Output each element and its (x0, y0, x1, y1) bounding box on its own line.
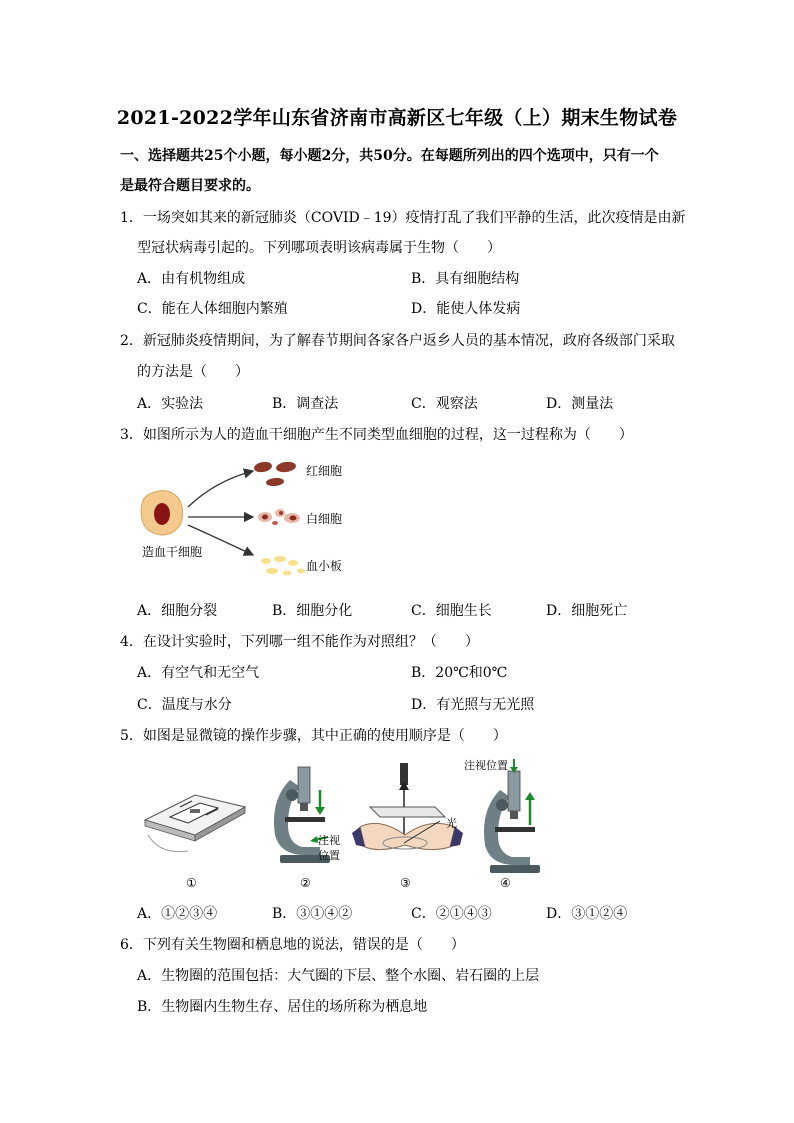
q2-option-d[interactable]: D．测量法 (546, 396, 614, 412)
q6-stem: 6．下列有关生物圈和栖息地的说法，错误的是（ ） (120, 937, 465, 953)
q1-option-a[interactable]: A．由有机物组成 (137, 271, 246, 287)
label-stem-cell: 造血干细胞 (142, 545, 203, 559)
label-white-cell: 白细胞 (306, 512, 343, 526)
label-light: 光 (446, 817, 457, 830)
red-blood-cell-icon (253, 461, 296, 487)
q4-option-c[interactable]: C．温度与水分 (137, 697, 232, 713)
label-platelet: 血小板 (306, 559, 343, 573)
q1-stem-line1: 1．一场突如其来的新冠肺炎（COVID﹣19）疫情打乱了我们平静的生活，此次疫情是由新 (120, 210, 686, 226)
q5-option-b[interactable]: B．③①④② (272, 906, 353, 922)
q5-option-d[interactable]: D．③①②④ (546, 906, 628, 922)
q1-stem-line2: 型冠状病毒引起的。下列哪项表明该病毒属于生物（ ） (137, 240, 501, 256)
q5-option-a[interactable]: A．①②③④ (137, 906, 218, 922)
stem-cell-icon (141, 491, 183, 535)
q5-stem: 5．如图是显微镜的操作步骤，其中正确的使用顺序是（ ） (120, 728, 507, 744)
q2-option-b[interactable]: B．调查法 (272, 396, 339, 412)
arrow-to-red (188, 471, 253, 507)
q6-option-a[interactable]: A．生物圈的范围包括：大气圈的下层、整个水圈、岩石圈的上层 (137, 968, 540, 984)
label-gaze-side-1: 注视 (318, 834, 340, 847)
slide-on-stage-icon (145, 795, 245, 852)
label-step-2: ② (300, 876, 311, 890)
q4-option-a[interactable]: A．有空气和无空气 (137, 665, 260, 681)
q2-stem-line2: 的方法是（ ） (137, 364, 249, 380)
q3-option-a[interactable]: A．细胞分裂 (137, 603, 218, 619)
microscope-steps-figure (140, 755, 560, 890)
q4-option-d[interactable]: D．有光照与无光照 (411, 697, 535, 713)
blood-cell-differentiation-figure (135, 455, 385, 585)
q4-stem: 4．在设计实验时，下列哪一组不能作为对照组？（ ） (120, 634, 479, 650)
section-heading-line2: 是最符合题目要求的。 (120, 178, 260, 194)
q5-option-c[interactable]: C．②①④③ (411, 906, 492, 922)
q6-option-b[interactable]: B．生物圈内生物生存、居住的场所称为栖息地 (137, 999, 428, 1015)
q1-option-c[interactable]: C．能在人体细胞内繁殖 (137, 301, 288, 317)
q3-option-d[interactable]: D．细胞死亡 (546, 603, 628, 619)
hands-adjusting-light-icon (352, 763, 463, 850)
label-gaze-side-2: 位置 (318, 849, 340, 862)
label-step-4: ④ (500, 876, 511, 890)
label-step-3: ③ (400, 876, 411, 890)
q3-option-c[interactable]: C．细胞生长 (411, 603, 492, 619)
label-red-cell: 红细胞 (306, 464, 343, 478)
q1-option-d[interactable]: D．能使人体发病 (411, 301, 521, 317)
q3-option-b[interactable]: B．细胞分化 (272, 603, 353, 619)
q1-option-b[interactable]: B．具有细胞结构 (411, 271, 520, 287)
q2-stem-line1: 2．新冠肺炎疫情期间，为了解春节期间各家各户返乡人员的基本情况，政府各级部门采取 (120, 333, 675, 349)
white-blood-cell-icon (258, 509, 300, 525)
section-heading-line1: 一、选择题共25个小题，每小题2分，共50分。在每题所列出的四个选项中，只有一个 (120, 148, 659, 164)
label-step-1: ① (186, 876, 197, 890)
q4-option-b[interactable]: B．20℃和0℃ (411, 665, 508, 681)
q3-stem: 3．如图所示为人的造血干细胞产生不同类型血细胞的过程，这一过程称为（ ） (120, 427, 633, 443)
label-gaze-top: 注视位置 (464, 759, 508, 772)
microscope-raising-icon (484, 759, 540, 873)
platelet-icon (261, 556, 305, 576)
q2-option-a[interactable]: A．实验法 (137, 396, 204, 412)
q2-option-c[interactable]: C．观察法 (411, 396, 478, 412)
page-title: 2021-2022学年山东省济南市高新区七年级（上）期末生物试卷 (116, 107, 678, 129)
